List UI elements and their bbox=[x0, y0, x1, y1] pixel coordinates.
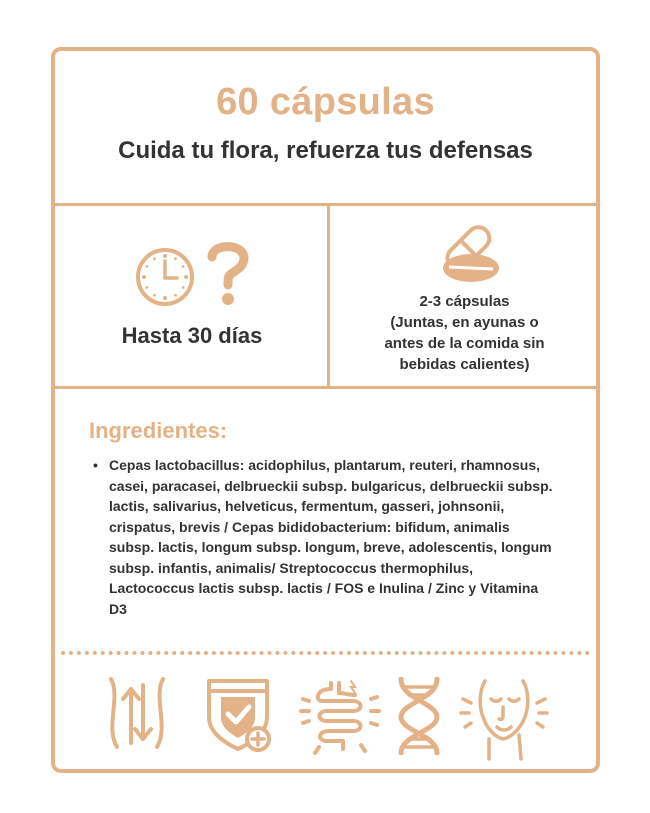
ingredients-text: Cepas lactobacillus: acidophilus, plantarum, reuteri, rhamnosus, casei, paracasei, delbrueckii subsp. bulgaricus, delbrueckii subsp. lactis, salivarius, helveticus, fermentum, gasseri, johnsonii, crispatus, brevis / Cepas bididobacterium: bifidum, animalis subsp. lactis, longum subsp. longum, breve, adolescentis, longum subsp. infantis, animalis/ Streptococcus thermophilus, Lactococcus lactis subsp. lactis / FOS e Inulina / Zinc y Vitamina D3 bbox=[109, 457, 553, 617]
product-info-card bbox=[51, 47, 600, 773]
skin-face-icon bbox=[459, 677, 551, 761]
immune-shield-icon bbox=[203, 677, 273, 753]
bullet-icon: • bbox=[93, 457, 98, 473]
dna-icon bbox=[395, 677, 443, 755]
capsule-count-title: 60 cápsulas bbox=[216, 81, 435, 123]
list-item bbox=[93, 455, 554, 619]
dose-note-line-3: bebidas calientes) bbox=[399, 356, 530, 373]
dotted-divider bbox=[61, 651, 590, 655]
clock-icon bbox=[135, 247, 195, 307]
dosage-instructions bbox=[329, 291, 600, 375]
dose-note-line-2: antes de la comida sin bbox=[384, 335, 545, 352]
tagline: Cuida tu flora, refuerza tus defensas bbox=[118, 137, 533, 164]
ingredients-heading: Ingredientes: bbox=[89, 418, 228, 443]
pills-icon bbox=[433, 221, 503, 287]
question-mark-icon bbox=[205, 239, 251, 309]
intestine-icon bbox=[299, 677, 381, 755]
dose-note-line-1: (Juntas, en ayunas o bbox=[390, 314, 539, 331]
divider-middle bbox=[55, 386, 596, 389]
duration-text: Hasta 30 días bbox=[121, 323, 263, 348]
dose-amount: 2-3 cápsulas bbox=[419, 293, 510, 310]
divider-top bbox=[55, 203, 596, 206]
ingredients-list bbox=[93, 455, 554, 619]
digestion-transit-icon bbox=[107, 677, 167, 749]
